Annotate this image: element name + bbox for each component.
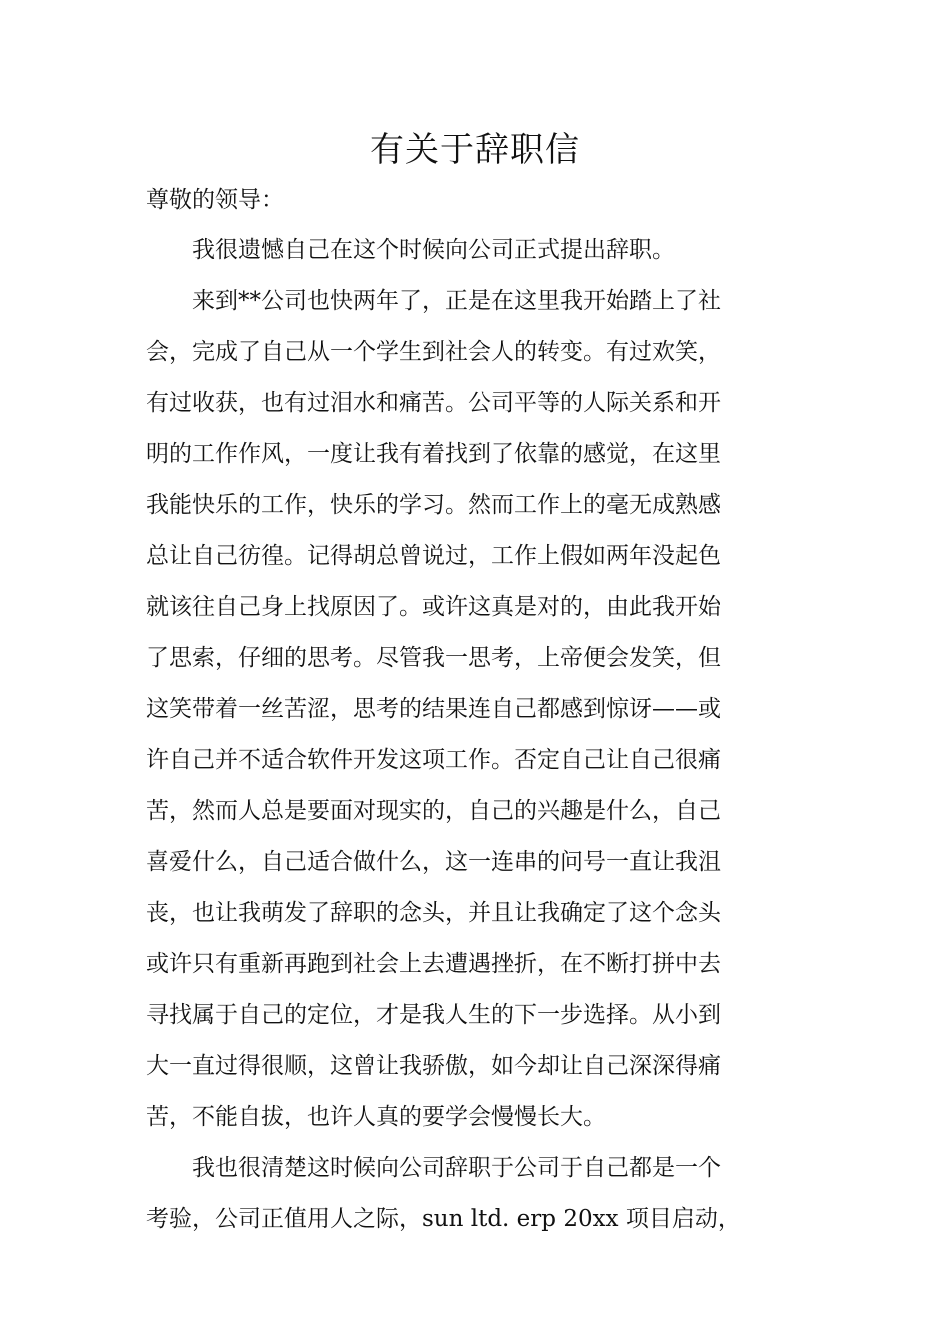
salutation: 尊敬的领导： [146, 187, 284, 213]
paragraph-line: 总让自己彷徨。记得胡总曾说过，工作上假如两年没起色 [146, 543, 721, 569]
paragraph-line: 来到**公司也快两年了，正是在这里我开始踏上了社 [192, 288, 721, 314]
paragraph-line: 我很遗憾自己在这个时候向公司正式提出辞职。 [192, 237, 675, 263]
paragraph-line: 我能快乐的工作，快乐的学习。然而工作上的毫无成熟感 [146, 492, 721, 518]
paragraph-line: 苦，然而人总是要面对现实的，自己的兴趣是什么，自己 [146, 798, 721, 824]
paragraph-line: 这笑带着一丝苦涩，思考的结果连自己都感到惊讶——或 [146, 696, 721, 722]
paragraph-line: 有过收获，也有过泪水和痛苦。公司平等的人际关系和开 [146, 390, 721, 416]
paragraph-line: 寻找属于自己的定位，才是我人生的下一步选择。从小到 [146, 1002, 721, 1028]
document-title: 有关于辞职信 [370, 130, 580, 170]
paragraph-line: 了思索，仔细的思考。尽管我一思考，上帝便会发笑，但 [146, 645, 721, 671]
paragraph-line: 明的工作作风，一度让我有着找到了依靠的感觉，在这里 [146, 441, 721, 467]
paragraph-line: 就该往自己身上找原因了。或许这真是对的，由此我开始 [146, 594, 721, 620]
paragraph-line: 苦，不能自拔，也许人真的要学会慢慢长大。 [146, 1104, 606, 1130]
paragraph-line: 许自己并不适合软件开发这项工作。否定自己让自己很痛 [146, 747, 721, 773]
paragraph-line: 大一直过得很顺，这曾让我骄傲，如今却让自己深深得痛 [146, 1053, 721, 1079]
paragraph-1 [146, 225, 806, 276]
paragraph-line: 喜爱什么，自己适合做什么，这一连串的问号一直让我沮 [146, 849, 721, 875]
paragraph-2 [146, 276, 806, 1143]
paragraph-line: 考验，公司正值用人之际，sun ltd. erp 20xx 项目启动， [146, 1206, 741, 1232]
paragraph-line: 会，完成了自己从一个学生到社会人的转变。有过欢笑， [146, 339, 721, 365]
paragraph-line: 丧，也让我萌发了辞职的念头，并且让我确定了这个念头 [146, 900, 721, 926]
paragraph-line: 我也很清楚这时候向公司辞职于公司于自己都是一个 [192, 1155, 721, 1181]
paragraph-3 [146, 1143, 806, 1245]
letter-body [146, 225, 806, 1245]
paragraph-line: 或许只有重新再跑到社会上去遭遇挫折，在不断打拼中去 [146, 951, 721, 977]
